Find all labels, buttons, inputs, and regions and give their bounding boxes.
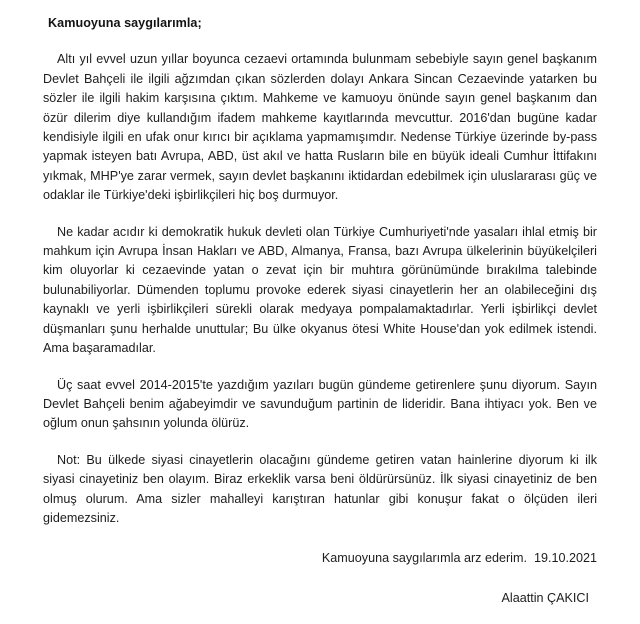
document-paragraph-note: Not: Bu ülkede siyasi cinayetlerin olacağını gündeme getiren vatan hainlerine diyorum ki ilk siyasi cinayetiniz ben olayım. Biraz erkeklik varsa beni öldürürsünüz. İlk siyasi cinayetiniz de ben olmuş olurum. Ama sizler mahalleyi karıştıran hatunlar gibi konuşur fakat o ölçüden ileri gidemezsiniz. [43,452,597,525]
document-paragraph-3: Üç saat evvel 2014-2015'te yazdığım yazıları bugün gündeme getirenlere şunu diyorum. Sayın Devlet Bahçeli benim ağabeyimdir ve savunduğum partinin de lideridir. Bana ihtiyacı yok. Ben ve oğlum onun şahsının yolunda ölürüz. [43,377,597,431]
document-paragraph-2: Ne kadar acıdır ki demokratik hukuk devleti olan Türkiye Cumhuriyeti'nde yasaları ihlal etmiş bir mahkum için Avrupa İnsan Hakları ve ABD, Almanya, Fransa, bazı Avrupa ülkelerinin büyükelçileri kim oluyorlar ki cezaevinde yatan o zevat için bir muhtıra görünümünde bırakılma talebinde bulunabiliyorlar. Dümenden toplumu provoke ederek siyasi cinayetlerin her an olabileceğini dış kaynaklı ve yerli işbirlikçileri sürekli olarak medyaya pompalamaktadırlar. Yerli işbirlikçi devlet düşmanları şunu herhalde unuttular; Bu ülke okyanus ötesi White House'dan yok edilmek istendi. Ama başaramadılar. [43,224,597,356]
document-heading: Kamuoyuna saygılarımla; [48,16,202,30]
closing-block [43,528,597,608]
closing-statement-line [43,549,597,568]
document-paragraph-1: Altı yıl evvel uzun yıllar boyunca cezaevi ortamında bulunmam sebebiyle sayın genel başkanım Devlet Bahçeli ile ilgili ağzımdan çıkan sözlerden dolayı Ankara Sincan Cezaevinde yatarken bu sözler ile ilgili hakim karşısına çıktım. Mahkeme ve kamuoyu önünde sayın genel başkanım dan özür dilerim diye kullandığım ifadem mahkeme kayıtlarında mevcuttur. 2016'dan bugüne kadar kendisiyle ilgili en ufak onur kırıcı bir açıklama yapmamışımdır. Nedense Türkiye üzerinde by-pass yapmak isteyen batı Avrupa, ABD, üst akıl ve hatta Rusların bile en büyük ideali Cumhur İttifakını yıkmak, MHP'ye zarar vermek, sayın devlet başkanını iktidardan edebilmek için uluslararası güç ve odaklar ile Türkiye'deki işbirlikçileri hiç boş durmuyor. [43,52,597,203]
closing-statement: Kamuoyuna saygılarımla arz ederim. [321,551,527,566]
closing-date: 19.10.2021 [533,551,597,566]
closing-spacer [527,551,534,565]
signer-name: Alaattin ÇAKICI [501,590,589,605]
